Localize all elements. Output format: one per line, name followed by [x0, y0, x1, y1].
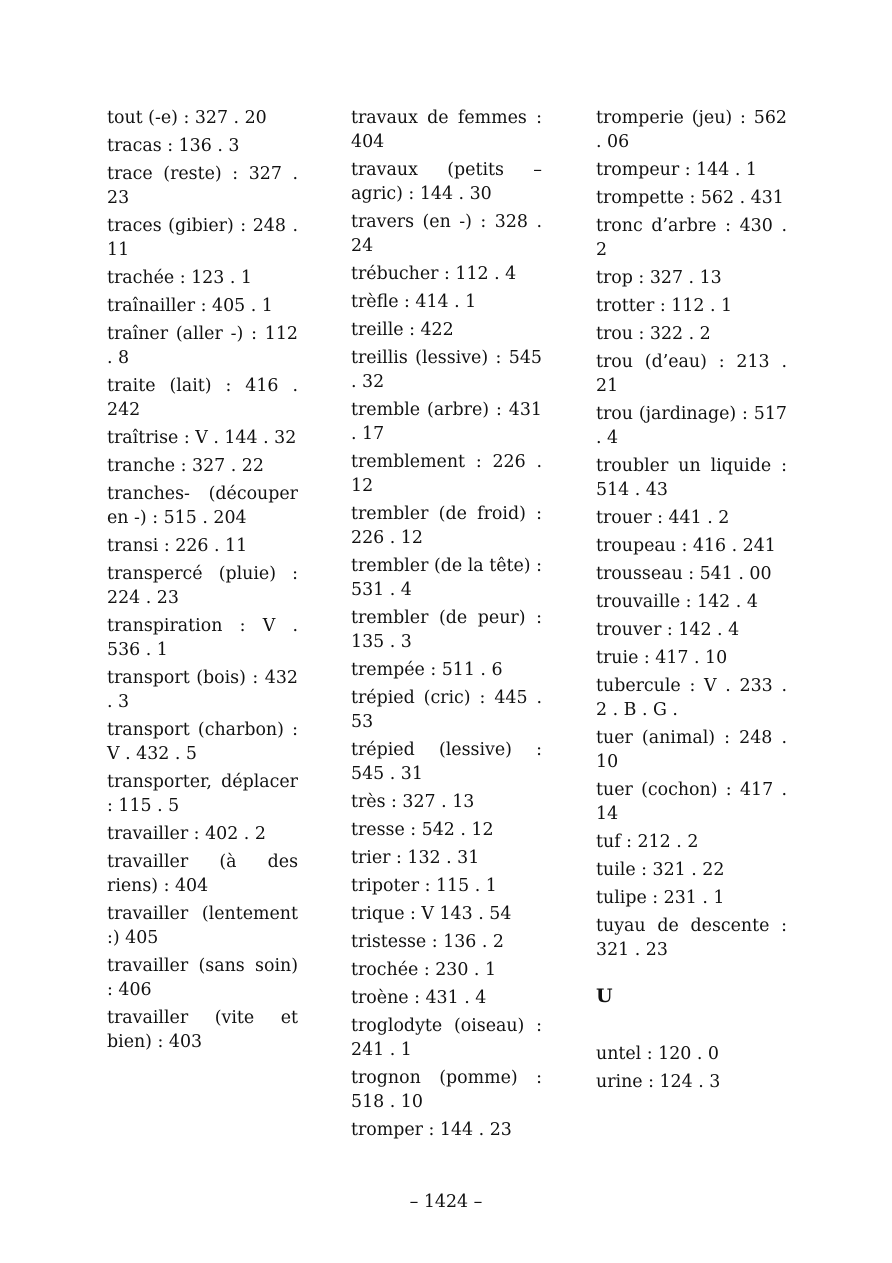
page-number: – 1424 –: [409, 1192, 483, 1212]
index-entry: travailler (vite et bien) : 403: [107, 1008, 298, 1052]
index-entry: transport (bois) : 432 . 3: [107, 668, 298, 712]
index-entry: tranche : 327 . 22: [107, 456, 264, 476]
index-entry: transporter, déplacer : 115 . 5: [107, 772, 298, 816]
index-entry: trempée : 511 . 6: [351, 660, 503, 680]
index-entry: tranches- (découper en -) : 515 . 204: [107, 484, 298, 528]
index-entry: trique : V 143 . 54: [351, 904, 512, 924]
index-entry: trèfle : 414 . 1: [351, 292, 477, 312]
index-entry: tout (-e) : 327 . 20: [107, 108, 267, 128]
index-entry: tuile : 321 . 22: [596, 860, 725, 880]
index-entry: trochée : 230 . 1: [351, 960, 497, 980]
index-entry: traite (lait) : 416 . 242: [107, 376, 298, 420]
index-entry: tuyau de descente : 321 . 23: [596, 916, 787, 960]
index-entry: tromperie (jeu) : 562 . 06: [596, 108, 787, 152]
index-entry: trop : 327 . 13: [596, 268, 722, 288]
index-entry: trouvaille : 142 . 4: [596, 592, 758, 612]
index-entry: troène : 431 . 4: [351, 988, 487, 1008]
index-entry: trou (jardinage) : 517 . 4: [596, 404, 787, 448]
section-letter-heading: U: [596, 985, 613, 1007]
index-column-1: [107, 106, 298, 1058]
index-entry: travers (en -) : 328 . 24: [351, 212, 542, 256]
index-entry: traîner (aller -) : 112 . 8: [107, 324, 298, 368]
index-entry: traîtrise : V . 144 . 32: [107, 428, 297, 448]
index-entry: transport (charbon) : V . 432 . 5: [107, 720, 298, 764]
index-entry: travaux (petits – agric) : 144 . 30: [351, 160, 542, 204]
index-entry: trembler (de la tête) : 531 . 4: [351, 556, 542, 600]
index-entry: treillis (lessive) : 545 . 32: [351, 348, 542, 392]
index-entry: trou (d’eau) : 213 . 21: [596, 352, 787, 396]
index-entry: traînailler : 405 . 1: [107, 296, 273, 316]
index-entry: trachée : 123 . 1: [107, 268, 252, 288]
index-entry: tromper : 144 . 23: [351, 1120, 512, 1140]
index-entry: trouer : 441 . 2: [596, 508, 730, 528]
index-entry: trotter : 112 . 1: [596, 296, 733, 316]
index-entry: travailler (sans soin) : 406: [107, 956, 298, 1000]
index-entry: transpiration : V . 536 . 1: [107, 616, 298, 660]
index-entry: untel : 120 . 0: [596, 1044, 719, 1064]
index-entry: tuf : 212 . 2: [596, 832, 699, 852]
index-entry: traces (gibier) : 248 . 11: [107, 216, 298, 260]
index-entry: treille : 422: [351, 320, 454, 340]
index-entry: travaux de femmes : 404: [351, 108, 542, 152]
index-entry: truie : 417 . 10: [596, 648, 728, 668]
index-entry: trace (reste) : 327 . 23: [107, 164, 298, 208]
index-entry: tremble (arbre) : 431 . 17: [351, 400, 542, 444]
index-entry: trouver : 142 . 4: [596, 620, 740, 640]
index-entry: travailler (lentement :) 405: [107, 904, 298, 948]
index-entry: urine : 124 . 3: [596, 1072, 721, 1092]
index-entry: tripoter : 115 . 1: [351, 876, 497, 896]
index-column-3: [596, 106, 787, 1098]
index-entry: trou : 322 . 2: [596, 324, 711, 344]
index-entry: tubercule : V . 233 . 2 . B . G .: [596, 676, 787, 720]
index-entry: très : 327 . 13: [351, 792, 475, 812]
index-entry: trébucher : 112 . 4: [351, 264, 517, 284]
index-entry: trognon (pomme) : 518 . 10: [351, 1068, 542, 1112]
index-entry: tracas : 136 . 3: [107, 136, 240, 156]
index-entry: tuer (animal) : 248 . 10: [596, 728, 787, 772]
index-entry: travailler (à des riens) : 404: [107, 852, 298, 896]
index-entry: trembler (de froid) : 226 . 12: [351, 504, 542, 548]
index-column-2: [351, 106, 542, 1146]
index-entry: troupeau : 416 . 241: [596, 536, 776, 556]
index-entry: tronc d’arbre : 430 . 2: [596, 216, 787, 260]
index-entry: troubler un liquide : 514 . 43: [596, 456, 787, 500]
index-entry: tuer (cochon) : 417 . 14: [596, 780, 787, 824]
index-entry: travailler : 402 . 2: [107, 824, 266, 844]
index-entry: trier : 132 . 31: [351, 848, 480, 868]
index-entry: troglodyte (oiseau) : 241 . 1: [351, 1016, 542, 1060]
index-entry: tristesse : 136 . 2: [351, 932, 504, 952]
index-entry: tulipe : 231 . 1: [596, 888, 725, 908]
index-entry: transpercé (pluie) : 224 . 23: [107, 564, 298, 608]
index-entry: trépied (cric) : 445 . 53: [351, 688, 542, 732]
index-entry: trépied (lessive) : 545 . 31: [351, 740, 542, 784]
index-entry: trompeur : 144 . 1: [596, 160, 757, 180]
index-entry: tremblement : 226 . 12: [351, 452, 542, 496]
index-entry: trousseau : 541 . 00: [596, 564, 772, 584]
index-entry: transi : 226 . 11: [107, 536, 248, 556]
index-entry: trembler (de peur) : 135 . 3: [351, 608, 542, 652]
index-entry: tresse : 542 . 12: [351, 820, 494, 840]
index-entry: trompette : 562 . 431: [596, 188, 784, 208]
